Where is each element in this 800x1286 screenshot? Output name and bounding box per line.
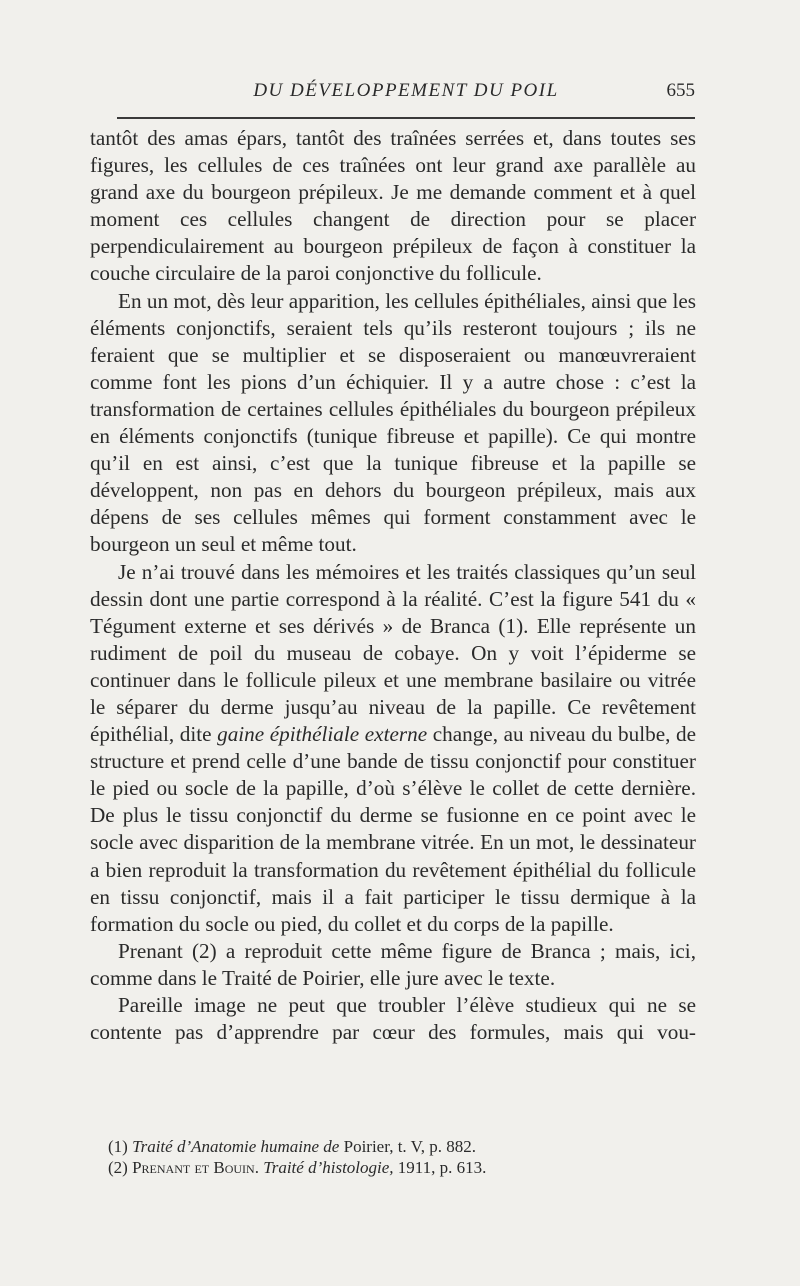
paragraph-5: Pareille image ne peut que troubler l’élève studieux qui ne se contente pas d’apprendre par cœur des formules, mais qui vou- [90,993,696,1045]
running-header [117,80,695,110]
paragraph-3 [90,559,696,938]
footnote-2-rest: 1911, p. 613. [393,1158,487,1177]
footnotes [108,1136,708,1178]
footnote-1-rest: Poirier, t. V, p. 882. [339,1137,476,1156]
footnote-2-authors: Prenant et Bouin. [132,1158,259,1177]
footnote-1 [108,1136,708,1157]
paragraph-1: tantôt des amas épars, tantôt des traînées serrées et, dans toutes ses figures, les cellules de ces traînées ont leur grand axe parallèle au grand axe du bourgeon prépileux. Je me demande comment et à quel moment ces cellules changent de direction pour se placer perpendiculairement au bourgeon prépileux de façon à constituer la couche circulaire de la paroi conjonctive du follicule. [90,126,696,286]
paragraph-2: En un mot, dès leur apparition, les cellules épithéliales, ainsi que les éléments conjonctifs, seraient tels qu’ils resteront toujours ; ils ne feraient que se multiplier et se disposeraient ou manœuvreraient comme font les pions d’un échiquier. Il y a autre chose : c’est la transformation de certaines cellules épithéliales du bourgeon prépileux en éléments conjonctifs (tunique fibreuse et papille). Ce qui montre qu’il en est ainsi, c’est que la tunique fibreuse et la papille se développent, non pas en dehors du bourgeon prépileux, mais aux dépens de ses cellules mêmes qui forment constamment avec le bourgeon un seul et même tout. [90,288,696,557]
footnote-2-title: Traité d’histologie, [263,1158,394,1177]
paragraph-3-part-2: change, au niveau du bulbe, de structure et prend celle d’une bande de tissu conjonctif pour constituer le pied ou socle de la papille, d’où s’élève le collet de cette dernière. De plus le tissu conjonctif du derme se fusionne en ce point avec le socle avec disparition de la membrane vitrée. En un mot, le dessinateur a bien reproduit la transformation du revêtement épithélial du follicule en tissu conjonctif, mais il a fait participer le tissu dermique à la formation du socle ou pied, du collet et du corps de la papille. [90,722,696,936]
gaine-epitheliale-externe-term: gaine épithéliale externe [217,722,428,747]
footnote-2 [108,1157,708,1178]
footnote-1-marker: (1) [108,1137,128,1156]
page-number: 655 [666,80,695,101]
footnote-2-marker: (2) [108,1158,128,1177]
paragraph-3-part-1: Je n’ai trouvé dans les mémoires et les traités classiques qu’un seul dessin dont une partie correspond à la réalité. C’est la figure 541 du « Tégument externe et ses dérivés » de Branca (1). Elle représente un rudiment de poil du museau de cobaye. On y voit l’épiderme se continuer dans le follicule pileux et une membrane basilaire ou vitrée le séparer du derme jusqu’au niveau de la papille. Ce revêtement épithélial, dite [90,559,696,747]
header-rule [117,117,695,119]
body-text [90,125,696,1046]
running-title: DU DÉVELOPPEMENT DU POIL [253,80,559,101]
paragraph-4: Prenant (2) a reproduit cette même figure de Branca ; mais, ici, comme dans le Traité de Poirier, elle jure avec le texte. [90,938,696,990]
footnote-1-title: Traité d’Anatomie humaine de [132,1137,340,1156]
